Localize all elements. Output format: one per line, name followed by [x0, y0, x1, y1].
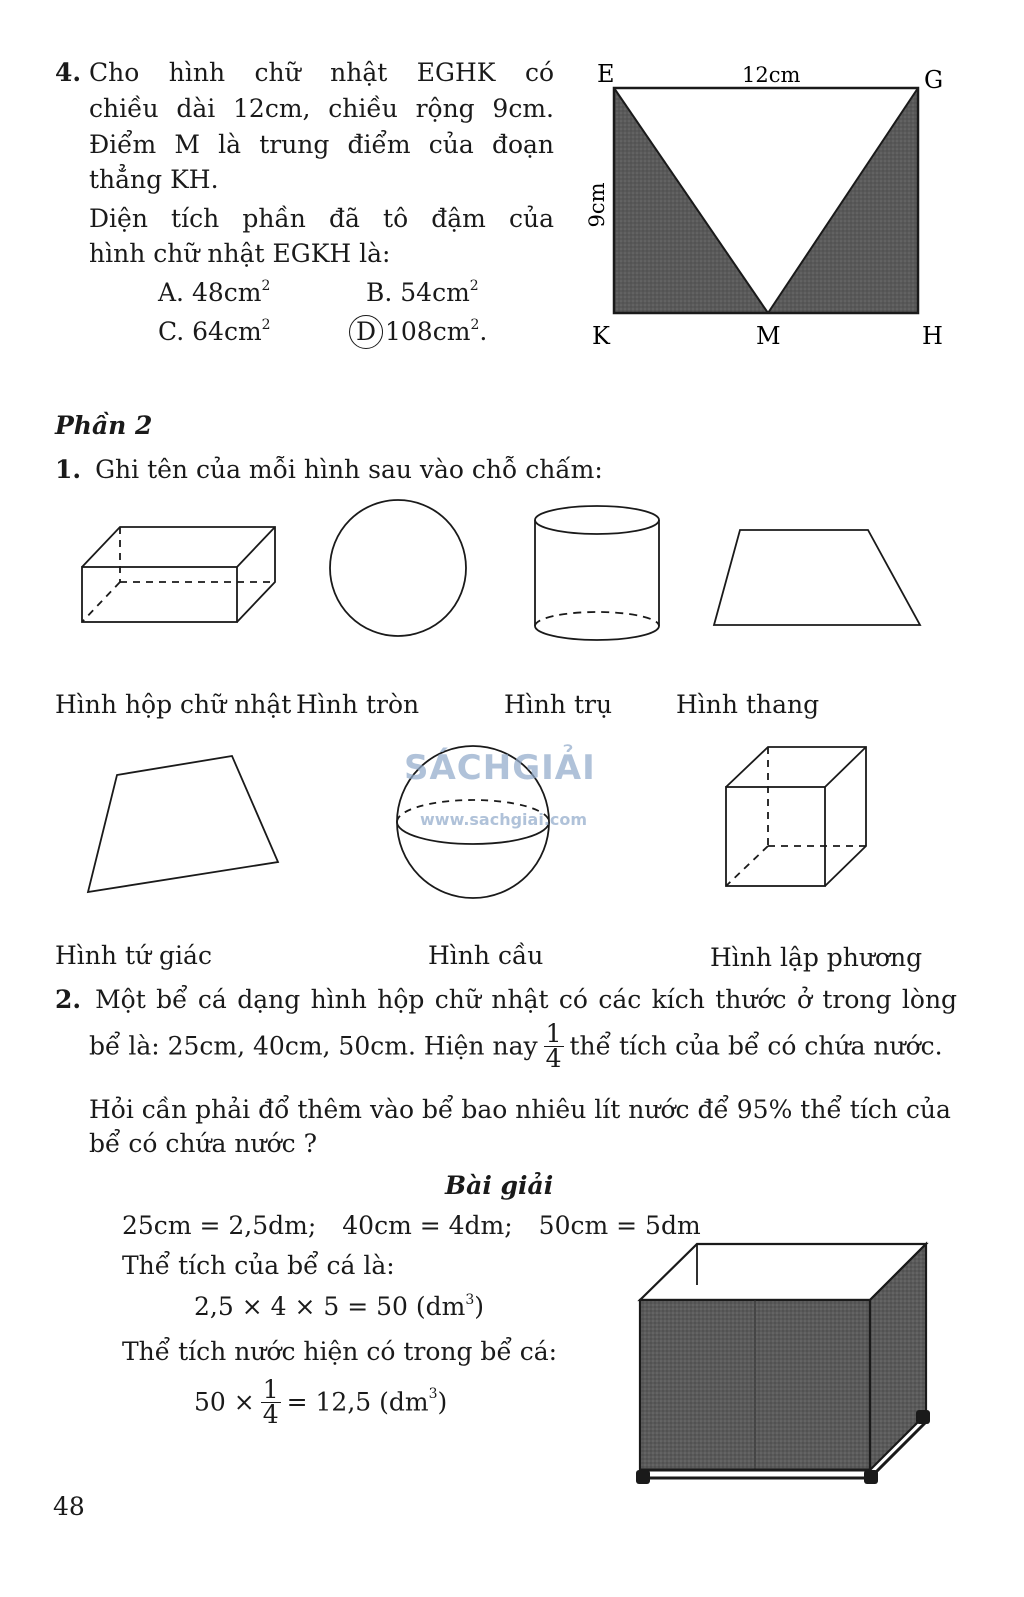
label-m: M [756, 322, 781, 350]
page-number: 48 [53, 1492, 85, 1521]
shape-name-cube: Hình lập phương [710, 943, 923, 972]
water-calculation: 50 × $\frac{1}{4}$ = 12,5 $(dm^3)$ [194, 1375, 448, 1429]
solution-heading: Bài giải [445, 1171, 554, 1200]
shape-name-box: Hình hộp chữ nhật [55, 690, 292, 719]
fraction-water: $\frac{1}{4}$ [262, 1375, 279, 1429]
option-d: D $108cm^2$. [349, 315, 487, 349]
q4-line-4: thẳng KH. [89, 165, 219, 194]
label-e: E [597, 60, 615, 88]
option-c: C. $64cm^2$ [158, 316, 271, 346]
label-h: H [922, 322, 943, 350]
q2-line-1: 2. Một bể cá dạng hình hộp chữ nhật có các kích thước ở trong lòng [55, 985, 958, 1014]
volume-label: Thể tích của bể cá là: [122, 1251, 395, 1280]
q4-line-2: chiều dài 12cm, chiều rộng 9cm. [89, 94, 554, 123]
fraction-one-quarter: $\frac{1}{4}$ [545, 1019, 562, 1073]
q4-line-3: Điểm M là trung điểm của đoạn [89, 130, 554, 159]
shape-name-quadrilateral: Hình tứ giác [55, 941, 212, 970]
part-2-heading: Phần 2 [55, 411, 153, 440]
option-d-circle: D [349, 315, 383, 349]
shape-name-cylinder: Hình trụ [504, 690, 613, 719]
q4-line-1: Cho hình chữ nhật EGHK có [89, 58, 554, 87]
option-b: B. $54cm^2$ [366, 277, 479, 307]
watermark-url: www.sachgiai.com [420, 810, 588, 829]
q4-line-6: hình chữ nhật EGKH là: [89, 239, 391, 268]
label-12cm: 12cm [742, 63, 801, 87]
shape-name-sphere: Hình cầu [428, 941, 544, 970]
conversions: 25cm = 2,5dm; 40cm = 4dm; 50cm = 5dm [122, 1211, 701, 1240]
water-label: Thể tích nước hiện có trong bể cá: [122, 1337, 558, 1366]
q4-number: 4. [55, 58, 82, 87]
q2-line-4: bể có chứa nước ? [89, 1129, 317, 1158]
shape-name-trapezoid: Hình thang [676, 690, 820, 719]
q2-line-3: Hỏi cần phải đổ thêm vào bể bao nhiêu lít nước để 95% thể tích của [89, 1095, 951, 1124]
option-a: A. $48cm^2$ [158, 277, 271, 307]
q4-line-5: Diện tích phần đã tô đậm của [89, 204, 554, 233]
q1: 1. Ghi tên của mỗi hình sau vào chỗ chấm: [55, 455, 603, 484]
label-g: G [924, 66, 944, 94]
shape-name-circle: Hình tròn [296, 690, 420, 719]
label-9cm: 9cm [585, 182, 609, 228]
watermark-logo: SÁCHGIẢI [404, 748, 596, 788]
label-k: K [592, 322, 610, 350]
volume-calculation: 2,5 × 4 × 5 = 50 $(dm^3)$ [194, 1291, 485, 1321]
q2-line-2: bể là: 25cm, 40cm, 50cm. Hiện nay $\frac{1}{4}$ thể tích của bể có chứa nước. [89, 1019, 943, 1073]
